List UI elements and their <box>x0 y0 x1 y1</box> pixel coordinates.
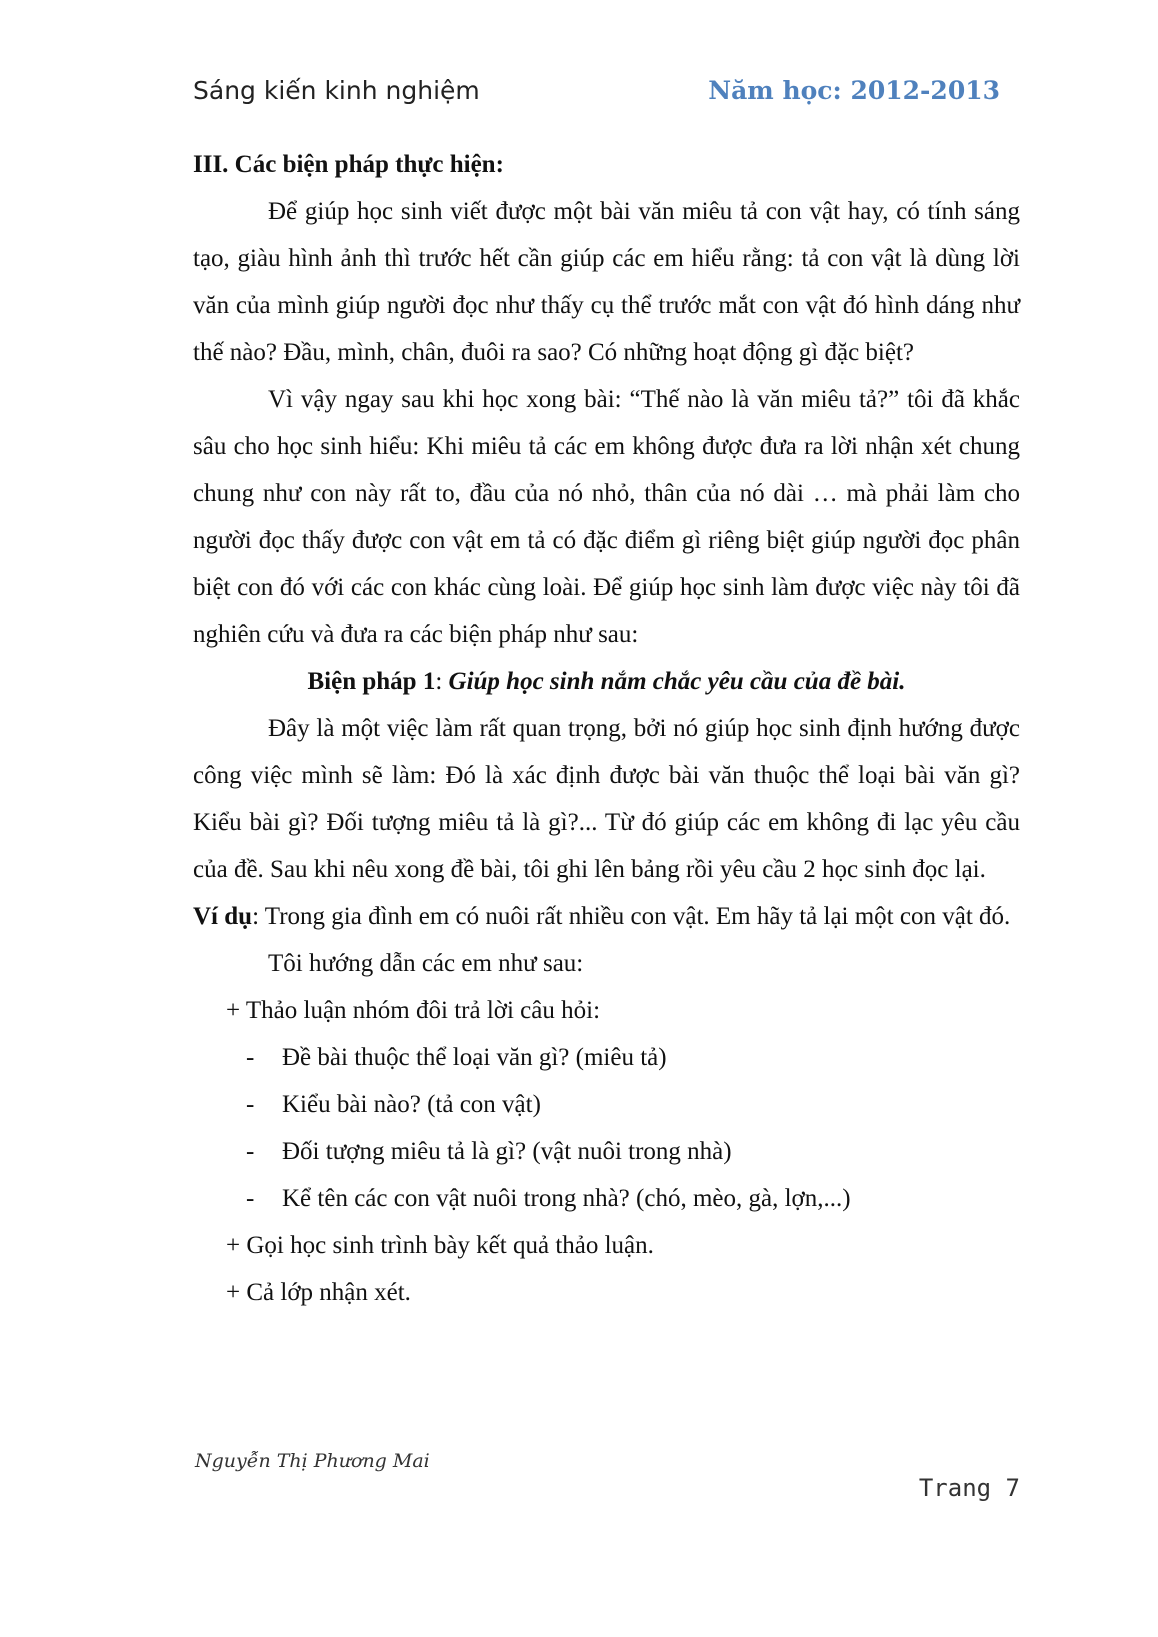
paragraph-explanation: Vì vậy ngay sau khi học xong bài: “Thế nào là văn miêu tả?” tôi đã khắc sâu cho học sinh hiểu: Khi miêu tả các em không được đưa ra lời nhận xét chung chung như con này rất to, đầu của nó nhỏ, thân của nó dài … mà phải làm cho người đọc thấy được con vật em tả có đặc điểm gì riêng biệt giúp người đọc phân biệt con đó với các con khác cùng loài. Để giúp học sinh làm được việc này tôi đã nghiên cứu và đưa ra các biện pháp như sau: <box>193 386 1020 648</box>
question-item <box>193 1128 1020 1175</box>
step-present: + Gọi học sinh trình bày kết quả thảo luận. <box>226 1232 654 1259</box>
dash-bullet: - <box>246 1091 255 1118</box>
step-class-comment: + Cả lớp nhận xét. <box>226 1279 411 1306</box>
dash-bullet: - <box>246 1185 255 1212</box>
guide-intro: Tôi hướng dẫn các em như sau: <box>268 950 584 977</box>
step-discussion: + Thảo luận nhóm đôi trả lời câu hỏi: <box>226 997 601 1024</box>
question-text: Kiểu bài nào? (tả con vật) <box>282 1091 541 1118</box>
question-item <box>193 1034 1020 1081</box>
page-header <box>193 76 1000 116</box>
footer-author: Nguyễn Thị Phương Mai <box>195 1450 430 1472</box>
measure-label: Biện pháp 1 <box>307 668 436 695</box>
dash-bullet: - <box>246 1138 255 1165</box>
measure-separator: : <box>435 668 449 695</box>
section-title: III. Các biện pháp thực hiện: <box>193 151 504 178</box>
dash-bullet: - <box>246 1044 255 1071</box>
measure-paragraph: Đây là một việc làm rất quan trọng, bởi nó giúp học sinh định hướng được công việc mình sẽ làm: Đó là xác định được bài văn thuộc thể loại bài văn gì? Kiểu bài gì? Đối tượng miêu tả là gì?... Từ đó giúp các em không đi lạc yêu cầu của đề. Sau khi nêu xong đề bài, tôi ghi lên bảng rồi yêu cầu 2 học sinh đọc lại. <box>193 715 1020 883</box>
question-item <box>193 1175 1020 1222</box>
measure-title: Giúp học sinh nắm chắc yêu cầu của đề bài. <box>448 668 906 695</box>
example-text: : Trong gia đình em có nuôi rất nhiều con vật. Em hãy tả lại một con vật đó. <box>252 903 1011 930</box>
header-school-year: Năm học: 2012-2013 <box>708 76 1000 105</box>
question-text: Đối tượng miêu tả là gì? (vật nuôi trong nhà) <box>282 1138 732 1165</box>
example-label: Ví dụ <box>193 903 253 930</box>
paragraph-intro: Để giúp học sinh viết được một bài văn miêu tả con vật hay, có tính sáng tạo, giàu hình ảnh thì trước hết cần giúp các em hiểu rằng: tả con vật là dùng lời văn của mình giúp người đọc như thấy cụ thể trước mắt con vật đó hình dáng như thế nào? Đầu, mình, chân, đuôi ra sao? Có những hoạt động gì đặc biệt? <box>193 198 1020 366</box>
question-text: Kể tên các con vật nuôi trong nhà? (chó, mèo, gà, lợn,...) <box>282 1185 851 1212</box>
page-number: Trang 7 <box>918 1474 1020 1502</box>
measure-heading <box>193 658 1020 705</box>
example-paragraph <box>193 893 1020 940</box>
header-title: Sáng kiến kinh nghiệm <box>193 76 480 105</box>
document-body <box>193 141 1020 1316</box>
question-text: Đề bài thuộc thể loại văn gì? (miêu tả) <box>282 1044 667 1071</box>
question-item <box>193 1081 1020 1128</box>
